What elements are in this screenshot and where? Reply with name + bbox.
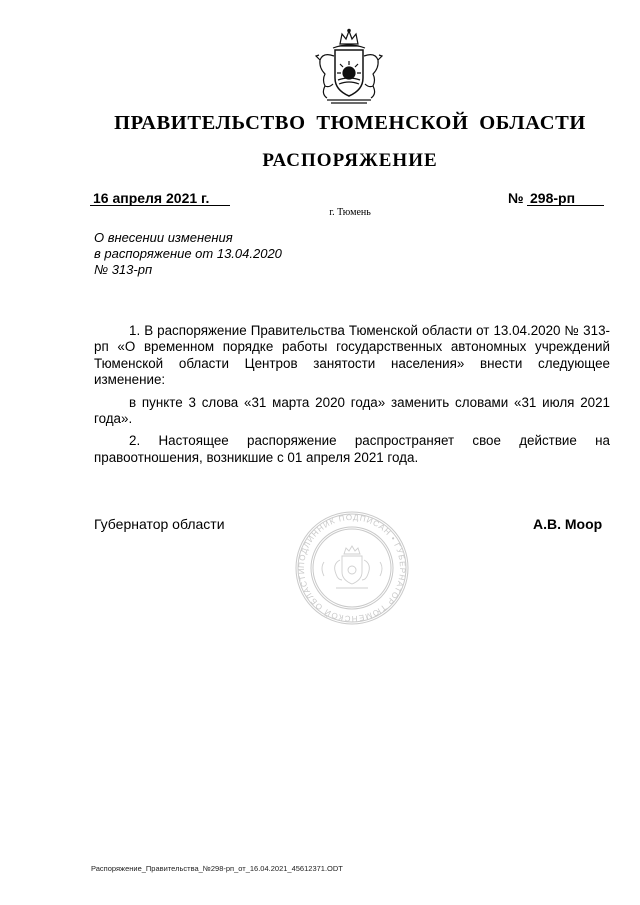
seal-text: ПОДЛИННИК ПОДПИСАН • ГУБЕРНАТОР ТЮМЕНСКОЙ ОБЛАСТИ — [296, 512, 408, 624]
document-subject — [94, 230, 282, 278]
coat-of-arms-icon — [313, 28, 385, 106]
government-title: ПРАВИТЕЛЬСТВО ТЮМЕНСКОЙ ОБЛАСТИ — [114, 112, 586, 134]
document-type-title: РАСПОРЯЖЕНИЕ — [262, 150, 438, 171]
body-paragraph: в пункте 3 слова «31 марта 2020 года» заменить словами «31 июля 2021 года». — [94, 394, 610, 427]
number-sign: № — [508, 190, 524, 206]
document-date: 16 апреля 2021 г. — [93, 190, 210, 206]
document-body — [94, 323, 610, 466]
subject-line: в распоряжение от 13.04.2020 — [94, 246, 282, 261]
city-label: г. Тюмень — [329, 207, 371, 218]
number-underline — [527, 205, 604, 206]
subject-line: № 313-рп — [94, 262, 153, 277]
body-paragraph: 2. Настоящее распоряжение распространяет свое действие на правоотношения, возникшие с 01 апреля 2021 года. — [94, 433, 610, 465]
date-underline — [90, 205, 230, 206]
document-number: 298-рп — [530, 190, 576, 206]
signer-name: А.В. Моор — [533, 516, 603, 532]
subject-line: О внесении изменения — [94, 230, 233, 245]
signer-position: Губернатор области — [94, 516, 225, 532]
official-seal-stamp — [294, 510, 410, 626]
body-paragraph: 1. В распоряжение Правительства Тюменской области от 13.04.2020 № 313-рп «О временном порядке работы государственных автономных учреждений Тюменской области Центров занятости населения» внести следующее изменение: — [94, 323, 610, 388]
footer-filename: Распоряжение_Правительства_№298-рп_от_16.04.2021_45612371.ODT — [91, 864, 343, 873]
